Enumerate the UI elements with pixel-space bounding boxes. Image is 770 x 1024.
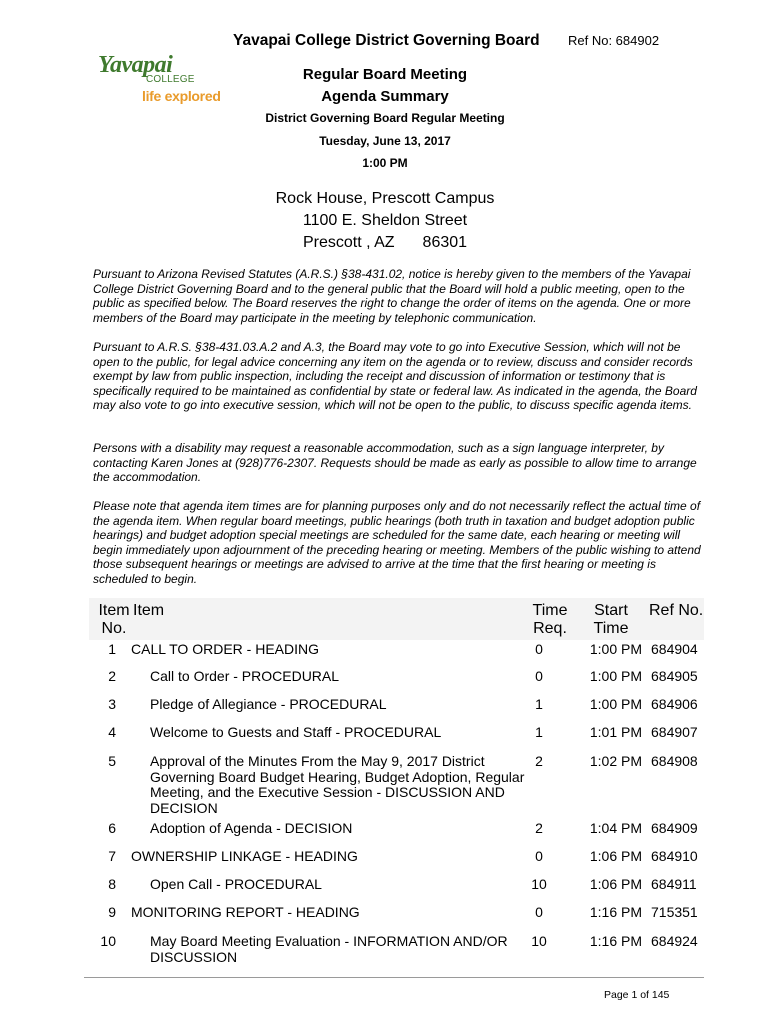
- row-item: Approval of the Minutes From the May 9, 2017 District Governing Board Budget Hearing, Budget Adoption, Regular Meeting, and the Executive Session - DISCUSSION AND DECISION: [150, 753, 525, 816]
- row-item: OWNERSHIP LINKAGE - HEADING: [131, 848, 358, 864]
- row-time-required: 0: [535, 848, 543, 864]
- header-ref-no: Ref No.: [649, 602, 704, 619]
- header-start-line1: Start: [594, 602, 628, 619]
- header-time-line2: Req.: [533, 620, 567, 637]
- meeting-type: Regular Board Meeting: [302, 66, 468, 83]
- location-street: 1100 E. Sheldon Street: [302, 212, 468, 229]
- row-item: MONITORING REPORT - HEADING: [131, 904, 360, 920]
- row-item: May Board Meeting Evaluation - INFORMATION AND/OR DISCUSSION: [150, 933, 508, 965]
- meeting-time: 1:00 PM: [362, 156, 408, 170]
- notice-paragraph-accommodation: Persons with a disability may request a reasonable accommodation, such as a sign language interpreter, by contacting Karen Jones at (928)776-2307. Requests should be made as early as possible to allow time to arrange the accommodation.: [93, 441, 697, 484]
- row-ref-no: 684910: [651, 848, 698, 864]
- location-zip: 86301: [422, 234, 468, 251]
- row-time-required: 10: [531, 933, 547, 949]
- location-venue: Rock House, Prescott Campus: [275, 190, 495, 207]
- row-ref-no: 684907: [651, 724, 698, 740]
- header-time-line1: Time: [532, 602, 568, 619]
- row-ref-no: 684905: [651, 668, 698, 684]
- logo-college-text: COLLEGE: [146, 74, 195, 85]
- row-number: 9: [108, 904, 116, 920]
- meeting-date: Tuesday, June 13, 2017: [319, 134, 451, 148]
- row-start-time: 1:16 PM: [589, 933, 642, 949]
- row-number: 1: [108, 641, 116, 657]
- row-start-time: 1:00 PM: [589, 696, 642, 712]
- row-start-time: 1:04 PM: [589, 820, 642, 836]
- row-start-time: 1:06 PM: [589, 848, 642, 864]
- row-item: Open Call - PROCEDURAL: [150, 876, 322, 892]
- row-time-required: 1: [535, 696, 543, 712]
- agenda-summary-heading: Agenda Summary: [321, 88, 449, 105]
- logo-wordmark: Yavapai: [98, 52, 173, 78]
- row-start-time: 1:06 PM: [589, 876, 642, 892]
- header-item: Item: [133, 602, 165, 619]
- row-time-required: 2: [535, 820, 543, 836]
- header-item-no-line2: No.: [101, 620, 127, 637]
- notice-paragraph-item-times: Please note that agenda item times are for planning purposes only and do not necessarily reflect the actual time of the agenda item. When regular board meetings, public hearings (both truth in taxation and budget adoption public hearings) and budget adoption special meetings are scheduled for the same date, each hearing or meeting will begin immediately upon adjournment of the preceding hearing or meeting. Members of the public wishing to attend those subsequent hearings or meetings are advised to arrive at the time that the first hearing or meeting is scheduled to begin.: [93, 499, 701, 586]
- logo-tagline: life explored: [142, 88, 221, 104]
- row-start-time: 1:00 PM: [589, 668, 642, 684]
- header-item-no: [94, 602, 134, 638]
- row-item: Pledge of Allegiance - PROCEDURAL: [150, 696, 387, 712]
- header-item-no-line1: Item: [98, 602, 130, 619]
- row-number: 4: [108, 724, 116, 740]
- page-number: Page 1 of 145: [604, 989, 670, 1001]
- row-time-required: 2: [535, 753, 543, 769]
- row-time-required: 1: [535, 724, 543, 740]
- row-start-time: 1:02 PM: [589, 753, 642, 769]
- row-number: 7: [108, 848, 116, 864]
- row-start-time: 1:00 PM: [589, 641, 642, 657]
- row-ref-no: 684911: [651, 876, 697, 892]
- agenda-table-header: [89, 598, 704, 640]
- row-item: Adoption of Agenda - DECISION: [150, 820, 353, 836]
- document-ref-number: Ref No: 684902: [568, 33, 660, 48]
- row-item: CALL TO ORDER - HEADING: [131, 641, 320, 657]
- row-time-required: 0: [535, 641, 543, 657]
- row-number: 8: [108, 876, 116, 892]
- row-item: Call to Order - PROCEDURAL: [150, 668, 340, 684]
- header-time-required: [525, 602, 575, 638]
- row-start-time: 1:16 PM: [589, 904, 642, 920]
- location-city-line: [160, 234, 610, 252]
- row-ref-no: 684906: [651, 696, 698, 712]
- row-ref-no: 684908: [651, 753, 698, 769]
- row-number: 6: [108, 820, 116, 836]
- header-start-time: [586, 602, 636, 638]
- location-city: Prescott , AZ: [302, 234, 395, 251]
- row-ref-no: 684904: [651, 641, 698, 657]
- row-ref-no: 684909: [651, 820, 698, 836]
- row-time-required: 0: [535, 904, 543, 920]
- row-ref-no: 684924: [651, 933, 698, 949]
- row-time-required: 0: [535, 668, 543, 684]
- row-number: 3: [108, 696, 116, 712]
- row-item: Welcome to Guests and Staff - PROCEDURAL: [150, 724, 442, 740]
- row-start-time: 1:01 PM: [589, 724, 642, 740]
- document-title: Yavapai College District Governing Board: [233, 32, 540, 49]
- row-time-required: 10: [531, 876, 547, 892]
- row-number: 2: [108, 668, 116, 684]
- meeting-name: District Governing Board Regular Meeting: [265, 111, 505, 125]
- row-number: 5: [108, 753, 116, 769]
- row-number: 10: [100, 933, 116, 949]
- notice-paragraph-statutes: Pursuant to Arizona Revised Statutes (A.R.S.) §38-431.02, notice is hereby given to the members of the Yavapai College District Governing Board and to the general public that the Board will hold a public meeting, open to the public as specified below. The Board reserves the right to change the order of items on the agenda. One or more members of the Board may participate in the meeting by telephonic communication.: [93, 267, 691, 325]
- row-ref-no: 715351: [651, 904, 698, 920]
- header-start-line2: Time: [593, 620, 629, 637]
- notice-paragraph-executive-session: Pursuant to A.R.S. §38-431.03.A.2 and A.3, the Board may vote to go into Executive Session, which will not be open to the public, for legal advice concerning any item on the agenda or to review, discuss and consider records exempt by law from public inspection, including the receipt and discussion of information or testimony that is specifically required to be maintained as confidential by state or federal law. As indicated in the agenda, the Board may also vote to go into executive session, which will not be open to the public, to discuss specific agenda items.: [93, 340, 697, 412]
- footer-divider: [84, 977, 704, 978]
